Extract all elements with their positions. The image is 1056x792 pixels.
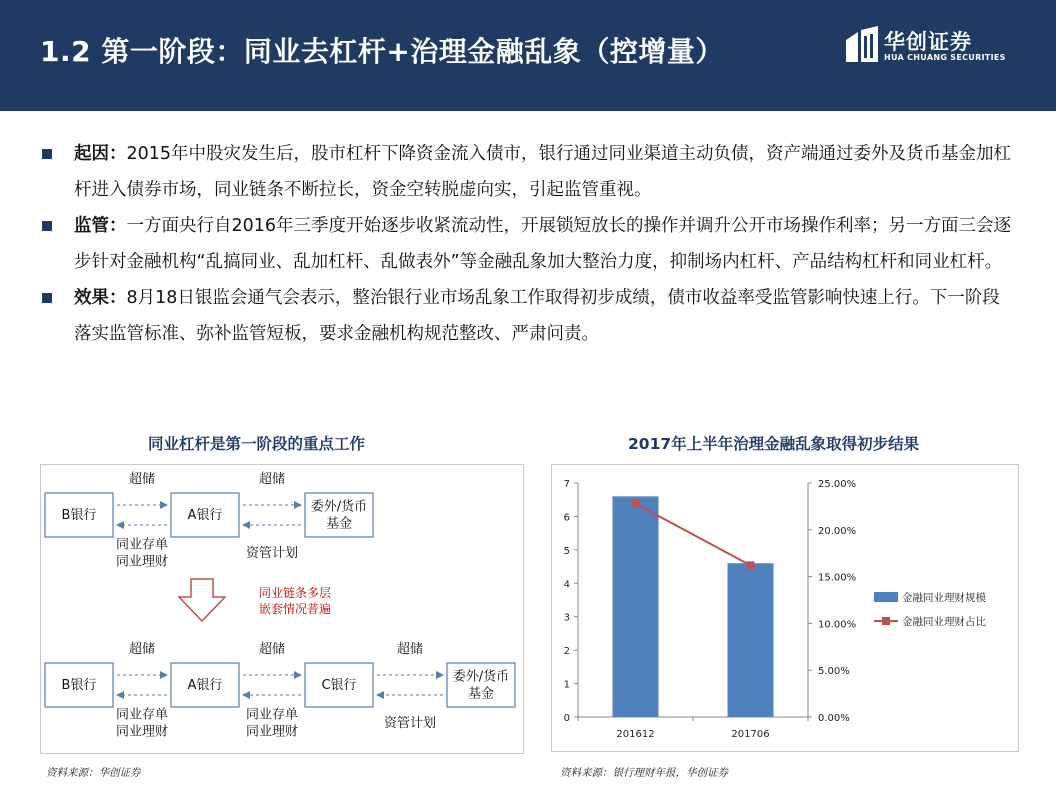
bottom-bottom-label-1: 同业存单同业理财: [245, 707, 299, 739]
legend-bar-swatch: [874, 592, 898, 602]
bottom-box-label-2: C银行: [321, 677, 357, 693]
top-box-label-1: A银行: [187, 507, 223, 523]
logo-text-cn: 华创证券: [884, 30, 972, 54]
y-tick-label: 6: [563, 512, 570, 524]
bottom-top-label-1: 超储: [258, 641, 286, 657]
legend-bar-label: 金融同业理财规模: [902, 592, 986, 604]
y2-tick-label: 5.00%: [818, 666, 850, 678]
diagram-source: 资料来源：华创证券: [46, 767, 141, 779]
y-tick-label: 7: [563, 479, 570, 490]
bullet-label: 效果：: [74, 288, 127, 308]
y2-tick-label: 0.00%: [818, 713, 850, 724]
y2-tick-label: 25.00%: [818, 479, 857, 490]
line-point-201706: [747, 561, 755, 569]
bullet-text: 8月18日银监会通气会表示，整治银行业市场乱象工作取得初步成绩，债市收益率受监管影响快速上行。下一阶段落实监管标准、弥补监管短板，要求金融机构规范整改、严肃问责。: [74, 288, 1000, 344]
company-logo: [844, 26, 1014, 66]
y-tick-label: 1: [563, 679, 570, 691]
bullet-cause: [40, 136, 1015, 208]
chart-source: 资料来源：银行理财年报，华创证券: [560, 767, 728, 779]
diagram-title: 同业杠杆是第一阶段的重点工作: [148, 435, 366, 453]
page-title: 1.2 第一阶段：同业去杠杆+治理金融乱象（控增量）: [40, 35, 724, 68]
chart-title: 2017年上半年治理金融乱象取得初步结果: [628, 435, 920, 453]
x-tick-label: 201706: [731, 729, 770, 740]
logo-mark-icon: [844, 26, 880, 64]
y2-tick-label: 20.00%: [818, 525, 857, 537]
bullet-square-icon: [42, 221, 52, 231]
bottom-box-label-0: B银行: [61, 677, 97, 693]
bar-201612: [613, 496, 659, 717]
bullet-square-icon: [42, 293, 52, 303]
top-bottom-label-0: 同业存单同业理财: [115, 537, 169, 569]
bullet-text: 2015年中股灾发生后，股市杠杆下降资金流入债市，银行通过同业渠道主动负债，资产端通过委外及货币基金加杠杆进入债券市场，同业链条不断拉长，资金空转脱虚向实，引起监管重视。: [74, 144, 1012, 200]
diagram-panel: [40, 464, 524, 754]
top-top-label-1: 超储: [258, 471, 286, 487]
bullet-square-icon: [42, 149, 52, 159]
bullet-regulation: [40, 208, 1015, 280]
legend-line-label: 金融同业理财占比: [902, 616, 986, 628]
chart-panel: [551, 464, 1019, 752]
logo-text-en: HUA CHUANG SECURITIES: [884, 53, 1006, 62]
bottom-bottom-label-2: 资管计划: [383, 715, 437, 731]
line-point-201612: [632, 500, 640, 508]
down-arrow-icon: [179, 579, 225, 621]
top-box-label-0: B银行: [61, 507, 97, 523]
y2-tick-label: 10.00%: [818, 619, 857, 631]
y-tick-label: 5: [563, 545, 570, 557]
bottom-top-label-0: 超储: [128, 641, 156, 657]
bullet-text: 一方面央行自2016年三季度开始逐步收紧流动性，开展锁短放长的操作并调升公开市场操作利率；另一方面三会逐步针对金融机构“乱搞同业、乱加杠杆、乱做表外”等金融乱象加大整治力度，抑制场内杠杆、产品结构杠杆和同业杠杆。: [74, 216, 1012, 272]
diagram-note: 同业链条多层嵌套情况普遍: [258, 585, 332, 616]
bar-line-chart: [552, 465, 1018, 751]
bullet-label: 起因：: [74, 144, 127, 164]
bottom-box-label-3: 委外/货币基金: [452, 669, 510, 701]
y-tick-label: 0: [563, 713, 570, 724]
header-bar: [0, 0, 1056, 111]
y-tick-label: 3: [563, 612, 570, 624]
top-top-label-0: 超储: [128, 471, 156, 487]
bar-201706: [728, 563, 774, 717]
bottom-top-label-2: 超储: [396, 641, 424, 657]
legend-line-marker: [882, 617, 890, 625]
bullet-label: 监管：: [74, 216, 127, 236]
bullet-list: [40, 136, 1015, 352]
bullet-effect: [40, 280, 1015, 352]
y-tick-label: 2: [563, 646, 570, 658]
x-tick-label: 201612: [616, 729, 655, 740]
bottom-bottom-label-0: 同业存单同业理财: [115, 707, 169, 739]
top-box-label-2: 委外/货币基金: [310, 499, 368, 531]
top-bottom-label-1: 资管计划: [245, 545, 299, 561]
y-tick-label: 4: [563, 579, 570, 591]
bottom-box-label-1: A银行: [187, 677, 223, 693]
leverage-chain-diagram: [41, 465, 523, 753]
y2-tick-label: 15.00%: [818, 572, 857, 584]
